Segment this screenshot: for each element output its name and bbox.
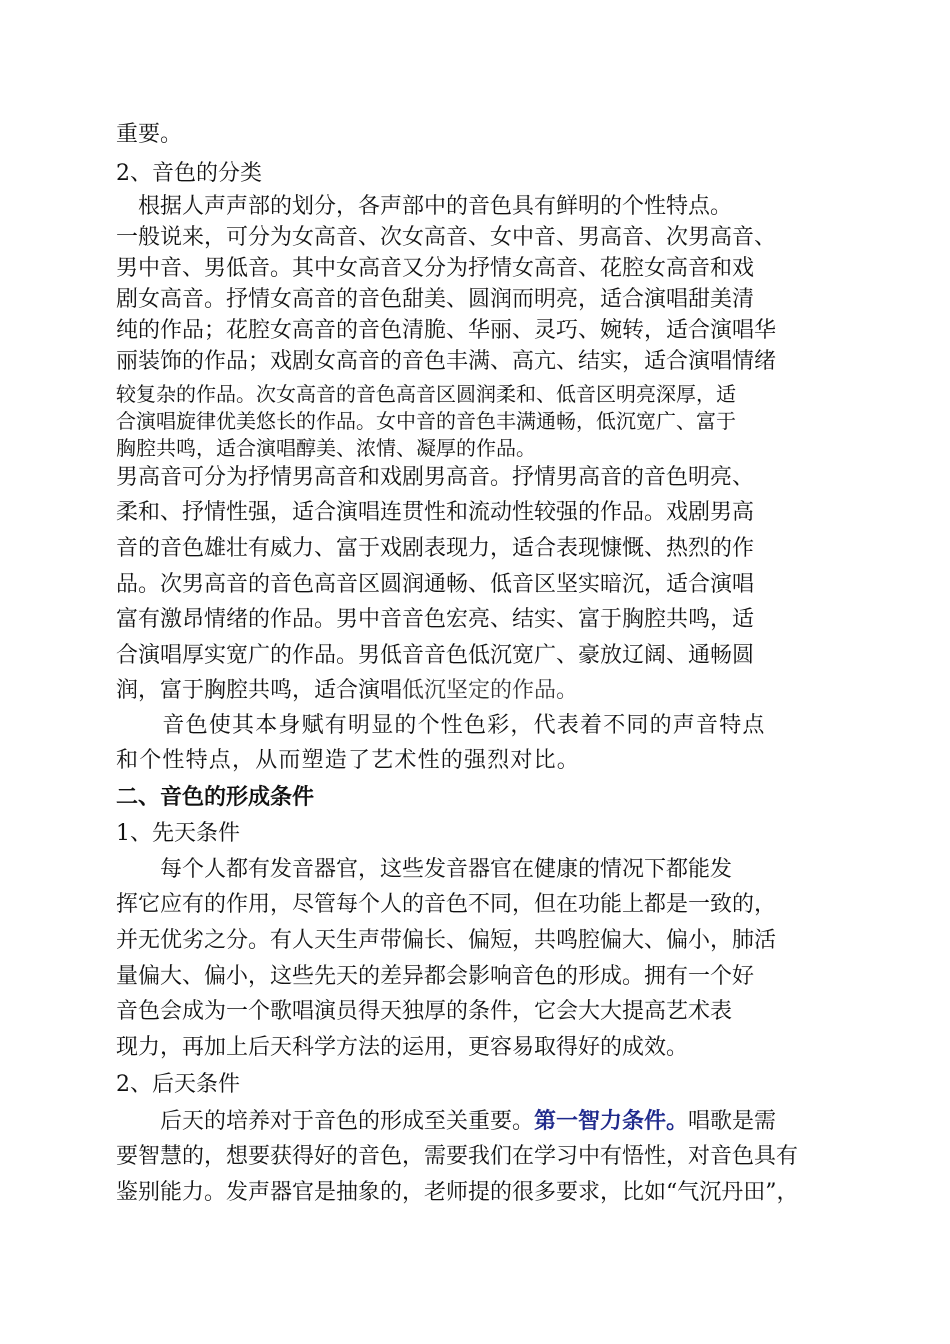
text-line: 要智慧的，想要获得好的音色，需要我们在学习中有悟性，对音色具有 xyxy=(116,1144,799,1169)
text-line: 合演唱旋律优美悠长的作品。女中音的音色丰满通畅，低沉宽广、富于 xyxy=(116,409,736,433)
text-line: 丽装饰的作品；戏剧女高音的音色丰满、高亢、结实，适合演唱情绪 xyxy=(116,349,777,374)
text-line: 富有激昂情绪的作品。男中音音色宏亮、结实、富于胸腔共鸣，适 xyxy=(116,607,755,632)
text-line: 一般说来，可分为女高音、次女高音、女中音、男高音、次男高音、 xyxy=(116,225,777,250)
text-line: 男中音、男低音。其中女高音又分为抒情女高音、花腔女高音和戏 xyxy=(116,256,755,281)
text-line: 每个人都有发音器官，这些发音器官在健康的情况下都能发 xyxy=(116,857,733,882)
text-line: 柔和、抒情性强，适合演唱连贯性和流动性较强的作品。戏剧男高 xyxy=(116,500,755,525)
text-line: 剧女高音。抒情女高音的音色甜美、圆润而明亮，适合演唱甜美清 xyxy=(116,287,755,312)
text-line: 男高音可分为抒情男高音和戏剧男高音。抒情男高音的音色明亮、 xyxy=(116,465,755,490)
text-line xyxy=(116,677,846,705)
text-line: 根据人声声部的划分，各声部中的音色具有鲜明的个性特点。 xyxy=(116,194,733,219)
text-line: 音色会成为一个歌唱演员得天独厚的条件，它会大大提高艺术表 xyxy=(116,999,733,1024)
highlighted-phrase: 第一智力条件。 xyxy=(534,1108,689,1134)
text-line: 重要。 xyxy=(116,122,183,147)
text-span: 润，富于胸腔共鸣，适合演唱 xyxy=(116,678,403,703)
text-line: 现力，再加上后天科学方法的运用，更容易取得好的成效。 xyxy=(116,1035,689,1060)
text-line: 纯的作品；花腔女高音的音色清脆、华丽、灵巧、婉转，适合演唱华 xyxy=(116,318,777,343)
text-line: 音色使其本身赋有明显的个性色彩，代表着不同的声音特点 xyxy=(116,713,766,738)
text-span: 低沉坚定的作品。 xyxy=(402,678,579,703)
text-line: 挥它应有的作用，尽管每个人的音色不同，但在功能上都是一致的， xyxy=(116,892,777,917)
heading-formation-conditions: 二、音色的形成条件 xyxy=(116,784,315,810)
text-line: 和个性特点，从而塑造了艺术性的强烈对比。 xyxy=(116,748,581,773)
text-line: 鉴别能力。发声器官是抽象的，老师提的很多要求，比如“气沉丹田”， xyxy=(116,1180,799,1205)
text-line: 胸腔共鸣，适合演唱醇美、浓情、凝厚的作品。 xyxy=(116,436,536,460)
text-line: 合演唱厚实宽广的作品。男低音音色低沉宽广、豪放辽阔、通畅圆 xyxy=(116,643,755,668)
text-line: 音的音色雄壮有威力、富于戏剧表现力，适合表现慷慨、热烈的作 xyxy=(116,536,755,561)
text-line xyxy=(116,1107,846,1136)
text-line: 品。次男高音的音色高音区圆润通畅、低音区坚实暗沉，适合演唱 xyxy=(116,572,755,597)
text-line: 并无优劣之分。有人天生声带偏长、偏短，共鸣腔偏大、偏小，肺活 xyxy=(116,928,777,953)
text-span: 后天的培养对于音色的形成至关重要。 xyxy=(116,1109,535,1134)
heading-timbre-classification: 2、音色的分类 xyxy=(116,161,262,186)
text-line: 量偏大、偏小，这些先天的差异都会影响音色的形成。拥有一个好 xyxy=(116,964,755,989)
text-span: 唱歌是需 xyxy=(688,1109,777,1134)
heading-acquired-conditions: 2、后天条件 xyxy=(116,1072,240,1097)
text-line: 较复杂的作品。次女高音的音色高音区圆润柔和、低音区明亮深厚，适 xyxy=(116,382,736,406)
heading-innate-conditions: 1、先天条件 xyxy=(116,821,240,846)
